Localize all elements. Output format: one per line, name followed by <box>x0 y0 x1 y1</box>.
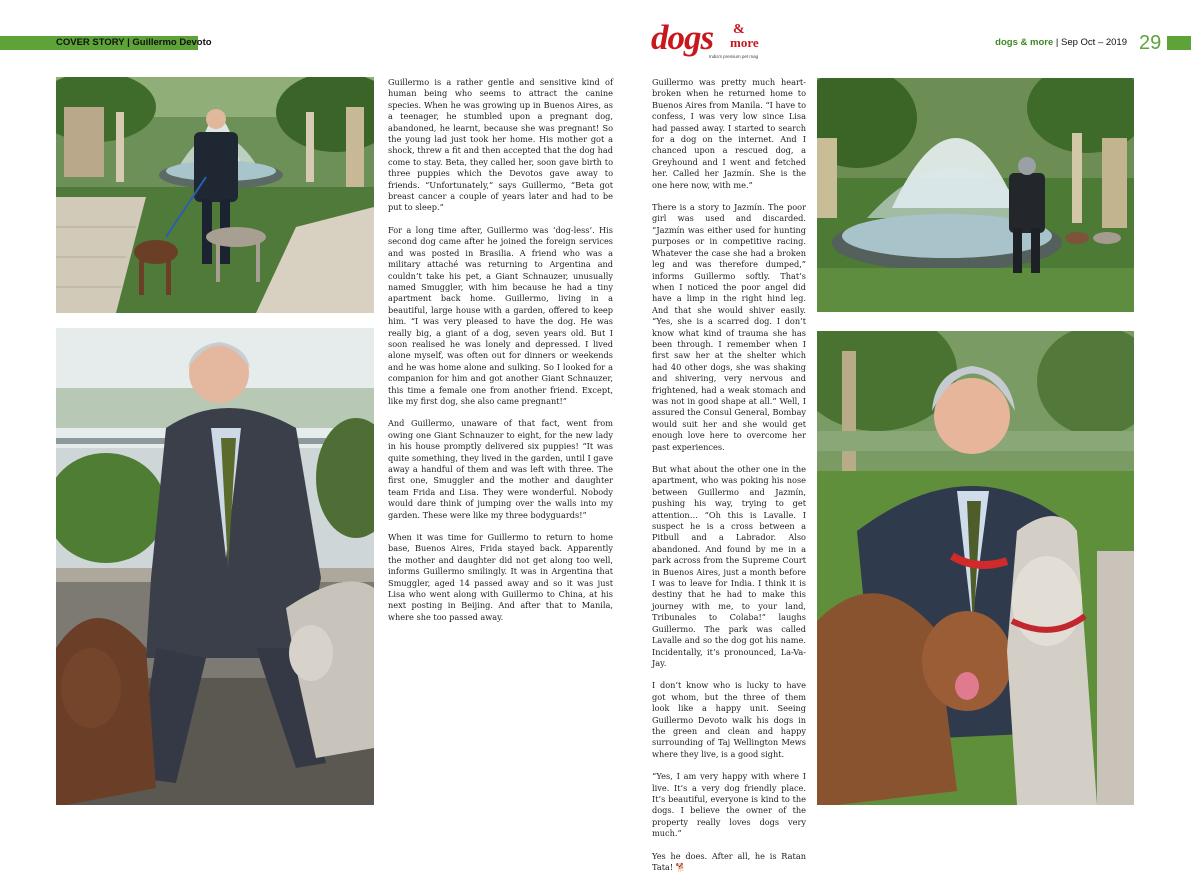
kneeling-with-dogs-photo <box>817 331 1134 805</box>
article-paragraph: “Yes, I am very happy with where I live. It’s a very dog friendly place. It’s beautiful, everyone is kind to the dogs. I believe the owner of the property really loves dogs very much.” <box>652 771 806 839</box>
article-paragraph: But what about the other one in the apartment, who was poking his nose between Guillermo and Jazmín, pushing his way, trying to get attention… “Oh this is Lavalle. I suspect he is a cross between a Pitbull and a Labrador. Also abandoned. And found by me in a park across from the Supreme Court in Buenos Aires, just a month before I was to leave for India. I think it is destiny that he had to make this journey with me, to your land, Tribunales to Colaba!” laughs Guillermo. The park was called Lavalle and so the dog got his name. Incidentally, it’s pronounced, La-Va-Jay. <box>652 464 806 668</box>
logo-ampersand: & <box>733 22 745 37</box>
issue-date: | Sep Oct – 2019 <box>1055 37 1127 48</box>
logo-tagline: India's premium pet mag <box>709 54 759 59</box>
header-accent-bar-right <box>1167 36 1191 50</box>
article-paragraph: I don’t know who is lucky to have got whom, but the three of them look like a happy unit. Seeing Guillermo Devoto walk his dogs in the green and clean and happy surrounding of Taj Wellington Mews where they live, is a good sight. <box>652 680 806 759</box>
closing-text: Yes he does. After all, he is Ratan Tata! <box>652 850 806 872</box>
issue-label <box>995 36 1127 50</box>
magazine-name: dogs & more <box>995 37 1054 48</box>
article-paragraph: For a long time after, Guillermo was ‘dog-less’. His second dog came after he joined the foreign services and was posted in Brasilia. A friend who was a military attaché was returning to Argentina and couldn’t take his pet, a Giant Schnauzer, unusually named Smuggler, with him because he had a tiny apartment back home. Guillermo, living in a beautiful, large house with a garden, offered to keep him. “I was very pleased to have the dog. He was really big, a giant of a dog, seven years old. But I soon realised he was lonely and depressed. I lived alone myself, was often out for dinners or weekends and he was home alone and sulking. So I looked for a companion for him and got another Giant Schnauzer, this time a female one from another friend. Except, like my first dog, she also came pregnant!” <box>388 224 613 406</box>
logo-main-text: dogs <box>651 18 714 57</box>
article-paragraph: Guillermo is a rather gentle and sensitive kind of human being who seems to attract the canine species. When he was growing up in Buenos Aires, as a teenager, he stumbled upon a pregnant dog, abandoned, he learnt, because she was pregnant! So the young lad just took her home. His mother got a shock, threw a fit and then accepted that the dog had come to stay. Beta, they called her, soon gave birth to three puppies which the Devotos gave away to friends. “Unfortunately,” says Guillermo, “Beta got breast cancer a couple of years later and had to be put to sleep.” <box>388 77 613 213</box>
section-label: COVER STORY | Guillermo Devoto <box>56 37 212 48</box>
fountain-walk-photo <box>56 77 374 313</box>
end-mark-icon: 🐕 <box>675 862 686 872</box>
article-paragraph: There is a story to Jazmín. The poor girl was used and discarded. “Jazmín was either used for hunting purposes or in competitive racing. Whatever the case she had a broken leg and was therefore dumped,” informs Guillermo softly. That’s when I noticed the poor angel did have a limp in the right hind leg. And that she would shiver easily. “Yes, she is a scarred dog. I don’t know what kind of trauma she has been through. I remember when I first saw her at the shelter which had 40 other dogs, she was shaking and shivering, very nervous and frightened, had a weak stomach and was not in good shape at all.” Well, I assured the Consul General, Bombay would suit her and she would get enough love here to overcome her past experiences. <box>652 202 806 452</box>
magazine-logo <box>651 18 759 60</box>
article-paragraph: And Guillermo, unaware of that fact, went from owing one Giant Schnauzer to eight, for the new lady in his house promptly delivered six puppies! “It was quite something, they lived in the garden, until I gave away a handful of them and was left with three. The first one, Smuggler and the mother and daughter team Frida and Lisa. They were wonderful. Nobody would dare think of jumping over the walls into my garden. These were like my three bodyguards!” <box>388 418 613 520</box>
article-column-1 <box>388 77 613 634</box>
seated-portrait-photo <box>56 328 374 805</box>
page-number: 29 <box>1139 32 1162 54</box>
fountain-back-view-photo <box>817 78 1134 312</box>
logo-more-text: more <box>730 35 759 50</box>
article-paragraph: When it was time for Guillermo to return to home base, Buenos Aires, Frida stayed back. Apparently the mother and daughter did not get along too well, informs Guillermo smilingly. It was in Argentina that Smuggler, aged 14 passed away and so it was just Lisa who went along with Guillermo to China, at his next posting in Beijing. And after that to Manila, where she too passed away. <box>388 532 613 622</box>
article-column-2 <box>652 77 806 873</box>
article-closing-line <box>652 851 806 873</box>
article-paragraph: Guillermo was pretty much heart-broken when he returned home to Buenos Aires from Manila. “I have to confess, I was very low since Lisa had passed away. I started to search for a dog on the internet. And I chanced upon a rescued dog, a Greyhound and I went and fetched her. Called her Jazmín. She is the one here now, with me.” <box>652 77 806 190</box>
